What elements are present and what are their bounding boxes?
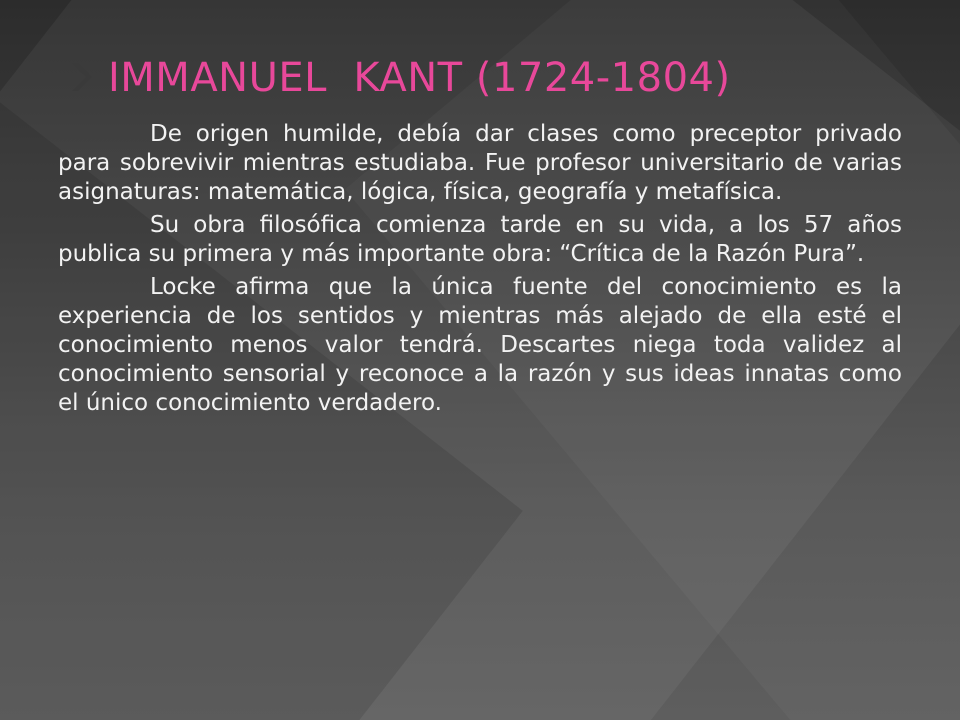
chevron-right-icon bbox=[72, 63, 92, 91]
paragraph-locke-descartes: Locke afirma que la única fuente del conocimiento es la experiencia de los sentidos y mientras más alejado de ella esté el conocimiento menos valor tendrá. Descartes niega toda validez al conocimiento sensorial y reconoce a la razón y sus ideas innatas como el único conocimiento verdadero. bbox=[58, 274, 902, 416]
paragraph-origin: De origen humilde, debía dar clases como preceptor privado para sobrevivir mientras estudiaba. Fue profesor universitario de varias asignaturas: matemática, lógica, física, geografía y metafísica. bbox=[58, 121, 902, 205]
paragraph-work: Su obra filosófica comienza tarde en su vida, a los 57 años publica su primera y más importante obra: “Crítica de la Razón Pura”. bbox=[58, 212, 902, 267]
slide-title: IMMANUEL KANT (1724-1804) bbox=[108, 55, 731, 101]
slide-body bbox=[58, 120, 902, 422]
